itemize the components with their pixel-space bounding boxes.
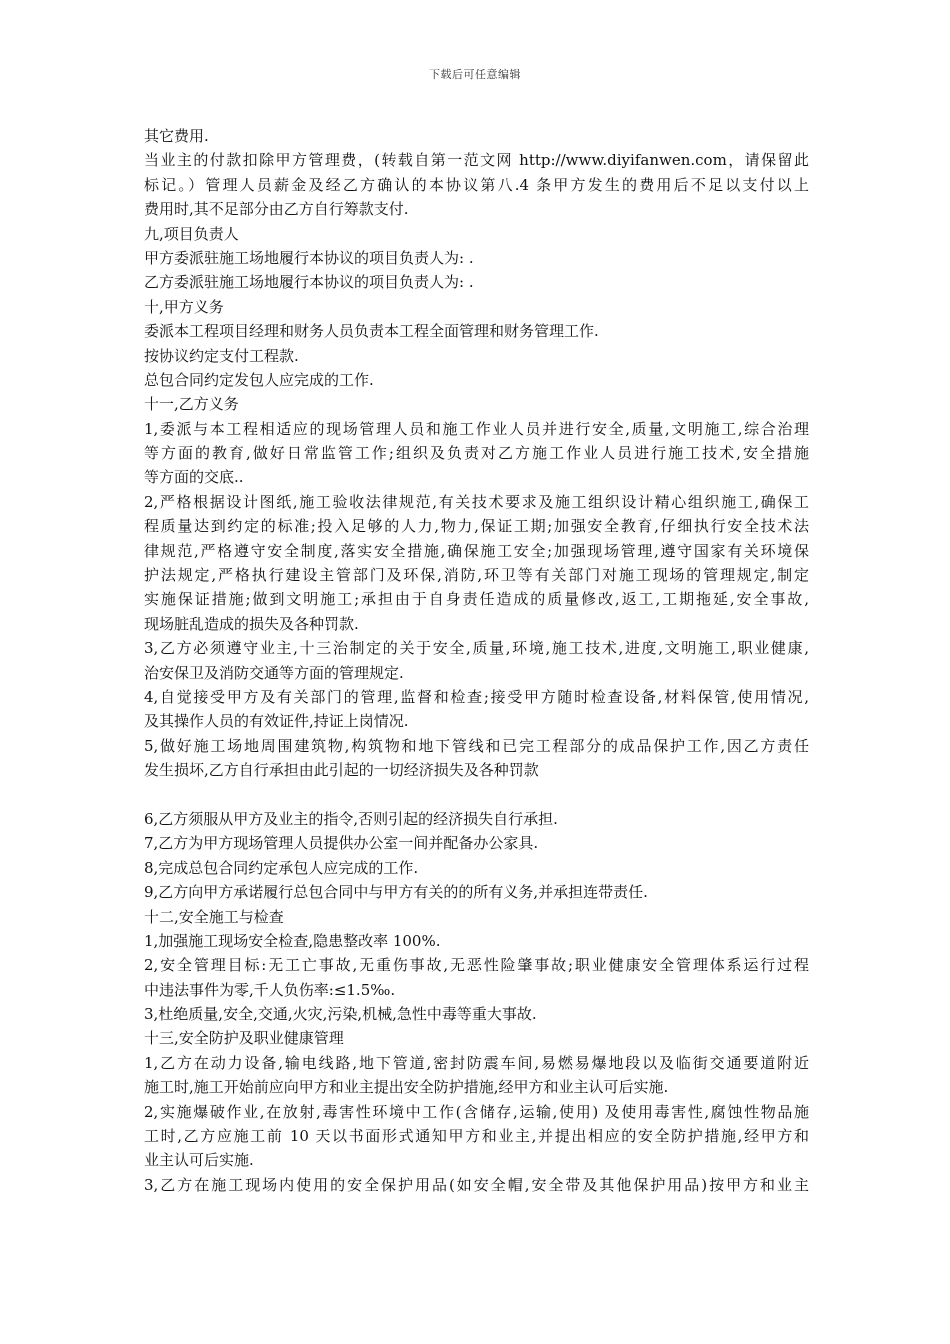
- text-line: 工时,乙方应施工前 10 天以书面形式通知甲方和业主,并提出相应的安全防护措施,经甲方和: [144, 1127, 809, 1146]
- text-line: 2,实施爆破作业,在放射,毒害性环境中工作(含储存,运输,使用) 及使用毒害性,腐蚀性物品施: [144, 1102, 809, 1121]
- text-line: 九,项目负责人: [144, 224, 239, 243]
- text-line: 及其操作人员的有效证件,持证上岗情况.: [144, 712, 409, 731]
- text-line: 2,安全管理目标:无工亡事故,无重伤事故,无恶性险肇事故;职业健康安全管理体系运行过程: [144, 956, 809, 975]
- text-line: 5,做好施工场地周围建筑物,构筑物和地下管线和已完工程部分的成品保护工作,因乙方责任: [144, 736, 809, 755]
- text-line: 费用时,其不足部分由乙方自行筹款支付.: [144, 200, 409, 219]
- text-line: 1,乙方在动力设备,输电线路,地下管道,密封防震车间,易燃易爆地段以及临街交通要道附近: [144, 1053, 809, 1072]
- blank-line: [144, 783, 809, 807]
- text-line: 十一,乙方义务: [144, 395, 239, 414]
- text-line: 发生损坏,乙方自行承担由此引起的一切经济损失及各种罚款: [144, 761, 539, 780]
- text-line: 程质量达到约定的标准;投入足够的人力,物力,保证工期;加强安全教育,仔细执行安全技术法: [144, 517, 809, 536]
- text-line: 1,委派与本工程相适应的现场管理人员和施工作业人员并进行安全,质量,文明施工,综合治理: [144, 419, 809, 438]
- text-line: 业主认可后实施.: [144, 1151, 254, 1170]
- text-line: 9,乙方向甲方承诺履行总包合同中与甲方有关的的所有义务,并承担连带责任.: [144, 883, 648, 902]
- text-line: 治安保卫及消防交通等方面的管理规定.: [144, 663, 404, 682]
- text-line: 护法规定,严格执行建设主管部门及环保,消防,环卫等有关部门对施工现场的管理规定,制定: [144, 566, 809, 585]
- document-body: [144, 124, 809, 1197]
- text-line: 3,杜绝质量,安全,交通,火灾,污染,机械,急性中毒等重大事故.: [144, 1005, 537, 1024]
- text-line: 等方面的教育,做好日常监管工作;组织及负责对乙方施工作业人员进行施工技术,安全措施: [144, 444, 809, 463]
- text-line: 3,乙方必须遵守业主,十三治制定的关于安全,质量,环境,施工技术,进度,文明施工,职业健康,: [144, 639, 809, 658]
- text-line: 甲方委派驻施工场地履行本协议的项目负责人为: .: [144, 248, 474, 267]
- text-line: 十三,安全防护及职业健康管理: [144, 1029, 344, 1048]
- text-line: 施工时,施工开始前应向甲方和业主提出安全防护措施,经甲方和业主认可后实施.: [144, 1078, 669, 1097]
- text-line: 标记。）管理人员薪金及经乙方确认的本协议第八.4 条甲方发生的费用后不足以支付以上: [144, 175, 809, 194]
- text-line: 8,完成总包合同约定承包人应完成的工作.: [144, 858, 419, 877]
- text-line: 总包合同约定发包人应完成的工作.: [144, 370, 374, 389]
- text-line: 6,乙方须服从甲方及业主的指令,否则引起的经济损失自行承担.: [144, 809, 558, 828]
- text-line: 1,加强施工现场安全检查,隐患整改率 100%.: [144, 931, 441, 950]
- text-line: 当业主的付款扣除甲方管理费，(转载自第一范文网 http://www.diyifanwen.com，请保留此: [144, 151, 809, 170]
- text-line: 4,自觉接受甲方及有关部门的管理,监督和检查;接受甲方随时检查设备,材料保管,使用情况,: [144, 687, 809, 706]
- text-line: 中违法事件为零,千人负伤率:≤1.5‰.: [144, 980, 396, 999]
- text-line: 委派本工程项目经理和财务人员负责本工程全面管理和财务管理工作.: [144, 322, 599, 341]
- text-line: 乙方委派驻施工场地履行本协议的项目负责人为: .: [144, 273, 474, 292]
- text-line: 7,乙方为甲方现场管理人员提供办公室一间并配备办公家具.: [144, 834, 539, 853]
- text-line: 十,甲方义务: [144, 297, 224, 316]
- text-line: 按协议约定支付工程款.: [144, 346, 299, 365]
- text-line: 其它费用.: [144, 127, 209, 145]
- text-line: 2,严格根据设计图纸,施工验收法律规范,有关技术要求及施工组织设计精心组织施工,确保工: [144, 492, 809, 511]
- text-line: 实施保证措施;做到文明施工;承担由于自身责任造成的质量修改,返工,工期拖延,安全事故,: [144, 590, 809, 609]
- text-line: 律规范,严格遵守安全制度,落实安全措施,确保施工安全;加强现场管理,遵守国家有关环境保: [144, 541, 809, 560]
- text-line: 3,乙方在施工现场内使用的安全保护用品(如安全帽,安全带及其他保护用品)按甲方和业主: [144, 1175, 809, 1194]
- page-header: 下载后可任意编辑: [429, 68, 521, 81]
- text-line: 等方面的交底..: [144, 468, 244, 487]
- text-line: 十二,安全施工与检查: [144, 907, 284, 926]
- text-line: 现场脏乱造成的损失及各种罚款.: [144, 614, 359, 633]
